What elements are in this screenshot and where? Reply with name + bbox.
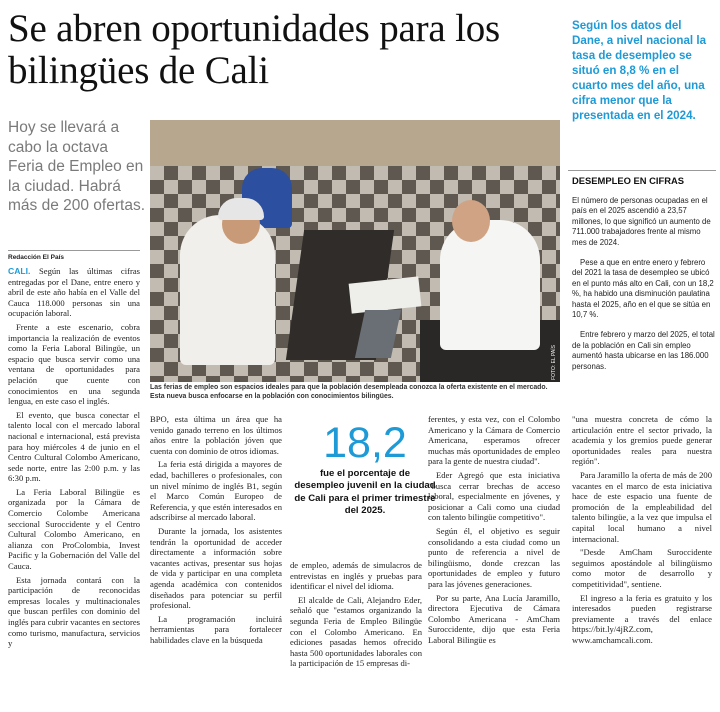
paragraph: Por su parte, Ana Lucía Jaramillo, directora Ejecutiva de Cámara Colombo Americana - AmCham Suroccidente, dijo que esta Feria Laboral Bilingüe es	[428, 592, 560, 645]
headline: Se abren oportunidades para los bilingües de Cali	[8, 7, 500, 92]
article-photo	[150, 120, 560, 382]
paragraph: La feria está dirigida a mayores de edad, bachilleres o profesionales, con un nivel mínimo de inglés B1, según el Marco Común Europeo de Referencia, y que estén interesados en adscribirse al mercado laboral.	[150, 459, 282, 523]
paragraph: El alcalde de Cali, Alejandro Eder, señaló que "estamos organizando la segunda Feria de Empleo Bilingüe con el Colombo Americano. En ediciones pasadas hemos ofrecido hasta 500 oportunidades laborales con la participación de 15 empresas di-	[290, 594, 422, 669]
photo-caption	[150, 384, 560, 402]
sidebar-title: DESEMPLEO EN CIFRAS	[572, 175, 684, 186]
paragraph: Esta jornada contará con la participación de reconocidas empresas locales y multinacionales que buscan perfiles con dominio del inglés para cubrir vacantes en sectores como turismo, manufactura, servicios y	[8, 574, 140, 649]
paragraph: Eder Agregó que esta iniciativa "busca cerrar brechas de acceso laboral, especialmente en jóvenes, y posicionar a Cali como una ciudad con talento bilingüe competitivo".	[428, 469, 560, 523]
paragraph: BPO, esta última un área que ha venido ganado terreno en los últimos años entre la población jóven que cuenta con dominio de otros idiomas.	[150, 414, 282, 456]
dateline: CALI.	[8, 266, 31, 276]
paragraph: "una muestra concreta de cómo la articulación entre el sector privado, la academia y los gremios puede generar oportunidades reales para nuestra región".	[572, 414, 712, 467]
article-column-2	[150, 414, 282, 648]
subhead: Hoy se llevará a cabo la octava Feria de Empleo en la ciudad. Habrá más de 200 ofertas.	[8, 119, 145, 214]
sidebar-body	[572, 196, 716, 382]
sidebar-divider	[568, 170, 716, 171]
byline-divider	[8, 250, 140, 251]
pull-quote-text: fue el porcentaje de desempleo juvenil en la ciudad de Cali para el primer trimestre del 2025.	[294, 468, 436, 517]
sidebar-paragraph: Entre febrero y marzo del 2025, el total de la población en Cali sin empleo aumentó hasta ubicarse en las 186.000 personas.	[572, 330, 715, 371]
article-column-4	[428, 414, 560, 648]
byline: Redacción El País	[8, 254, 64, 261]
article-column-3	[290, 560, 422, 672]
paragraph: Frente a este escenario, cobra importancia la realización de eventos como la Feria Laboral Bilingüe, un espacio que busca servir como una ventana de oportunidades para pelación que cuente con conocimientos en una segunda lengua, en este caso el inglés.	[8, 321, 140, 407]
pull-quote-number: 18,2	[323, 419, 407, 467]
paragraph: "Desde AmCham Suroccidente seguimos apostándole al bilingüismo como motor de desarrollo y competitividad", sentiene.	[572, 547, 712, 589]
paragraph-text: Según las últimas cifras entregadas por el Dane, entre enero y abril de este año había en el Valle del Cauca 118.000 personas sin una ocupación laboral.	[8, 266, 140, 319]
paragraph: ferentes, y esta vez, con el Colombo Americano y la Cámara de Comercio Americana, esperamos ofrecer muchas más oportunidades de empleo para la gente de nuestra ciudad".	[428, 414, 560, 467]
paragraph: La Feria Laboral Bilingüe es organizada por la Cámara de Comercio Colombe Americana seccional Suroccidente y el Centro Cultural Colombo Americano, en alianza con ProColombia, Invest Pacific y la Gobernación del Valle del Cauca.	[8, 486, 140, 572]
sidebar-paragraph: Pese a que en entre enero y febrero del 2021 la tasa de desempleo se ubicó en el punto más alto en Cali, con un 18,2 %, ha habido una disminución paulatina hasta el 2025, año en el que se sitúa en 10,7 %.	[572, 258, 714, 320]
photo-wall	[150, 120, 560, 166]
photo-credit: FOTO: EL PAÍS	[551, 345, 557, 380]
article-column-5	[572, 414, 712, 648]
photo-person-head	[452, 200, 490, 242]
paragraph: El ingreso a la feria es gratuito y los interesados pueden registrarse previamente a través del enlace https://bit.ly/4jRZ.com, www.amchamcali.com.	[572, 592, 712, 645]
photo-person-cap	[218, 198, 264, 220]
paragraph: Según él, el objetivo es seguir consolidando a esta ciudad como un punto de referencia a nivel de bilingüismo, donde crezcan las oportunidades de empleo y futuro para las jóvenes generaciones.	[428, 525, 560, 589]
paragraph: de empleo, además de simulacros de entrevistas en inglés y pruebas para identificar el nivel del idioma.	[290, 560, 422, 592]
paragraph	[8, 266, 140, 319]
paragraph: Para Jaramillo la oferta de más de 200 vacantes en el marco de esta iniciativa hace de este espacio una fuente de promoción de la empleabilidad del talento bilingüe, a la vez que impulsa el capital local humano a nivel internacional.	[572, 469, 712, 544]
caption-text: Las ferias de empleo son espacios ideales para que la población desempleada conozca la oferta existente en el mercado. Esta nueva busca enfocarse en la población con conocimientos bilingües.	[150, 384, 548, 400]
sidebar-paragraph: El número de personas ocupadas en el país en el 2025 ascendió a 23,57 millones, lo que significó un aumento de 711.000 trabajadores frente al mismo mes de 2024.	[572, 196, 711, 247]
photo-person	[440, 220, 540, 350]
paragraph: Durante la jornada, los asistentes tendrán la oportunidad de acceder directamente a información sobre vacantes activas, presentar sus hojas de vida y participar en una completa agenda académica con contenidos diseñados para potenciar su perfil profesional.	[150, 525, 282, 611]
sidebar-callout: Según los datos del Dane, a nivel nacional la tasa de desempleo se situó en 8,8 % en el cuarto mes del año, una cifra menor que la presentada en el 2024.	[572, 19, 707, 122]
article-column-1	[8, 266, 140, 652]
paragraph: La programación incluirá herramientas para fortalecer habilidades clave en la búsqueda	[150, 613, 282, 645]
paragraph: El evento, que busca conectar el talento local con el mercado laboral nacional e internacional, está prevista para hoy miércoles 4 de junio en el Centro Cultural Colombo Americano, sede norte, entre las 2:00 p.m. y las 6:30 p.m.	[8, 409, 140, 484]
